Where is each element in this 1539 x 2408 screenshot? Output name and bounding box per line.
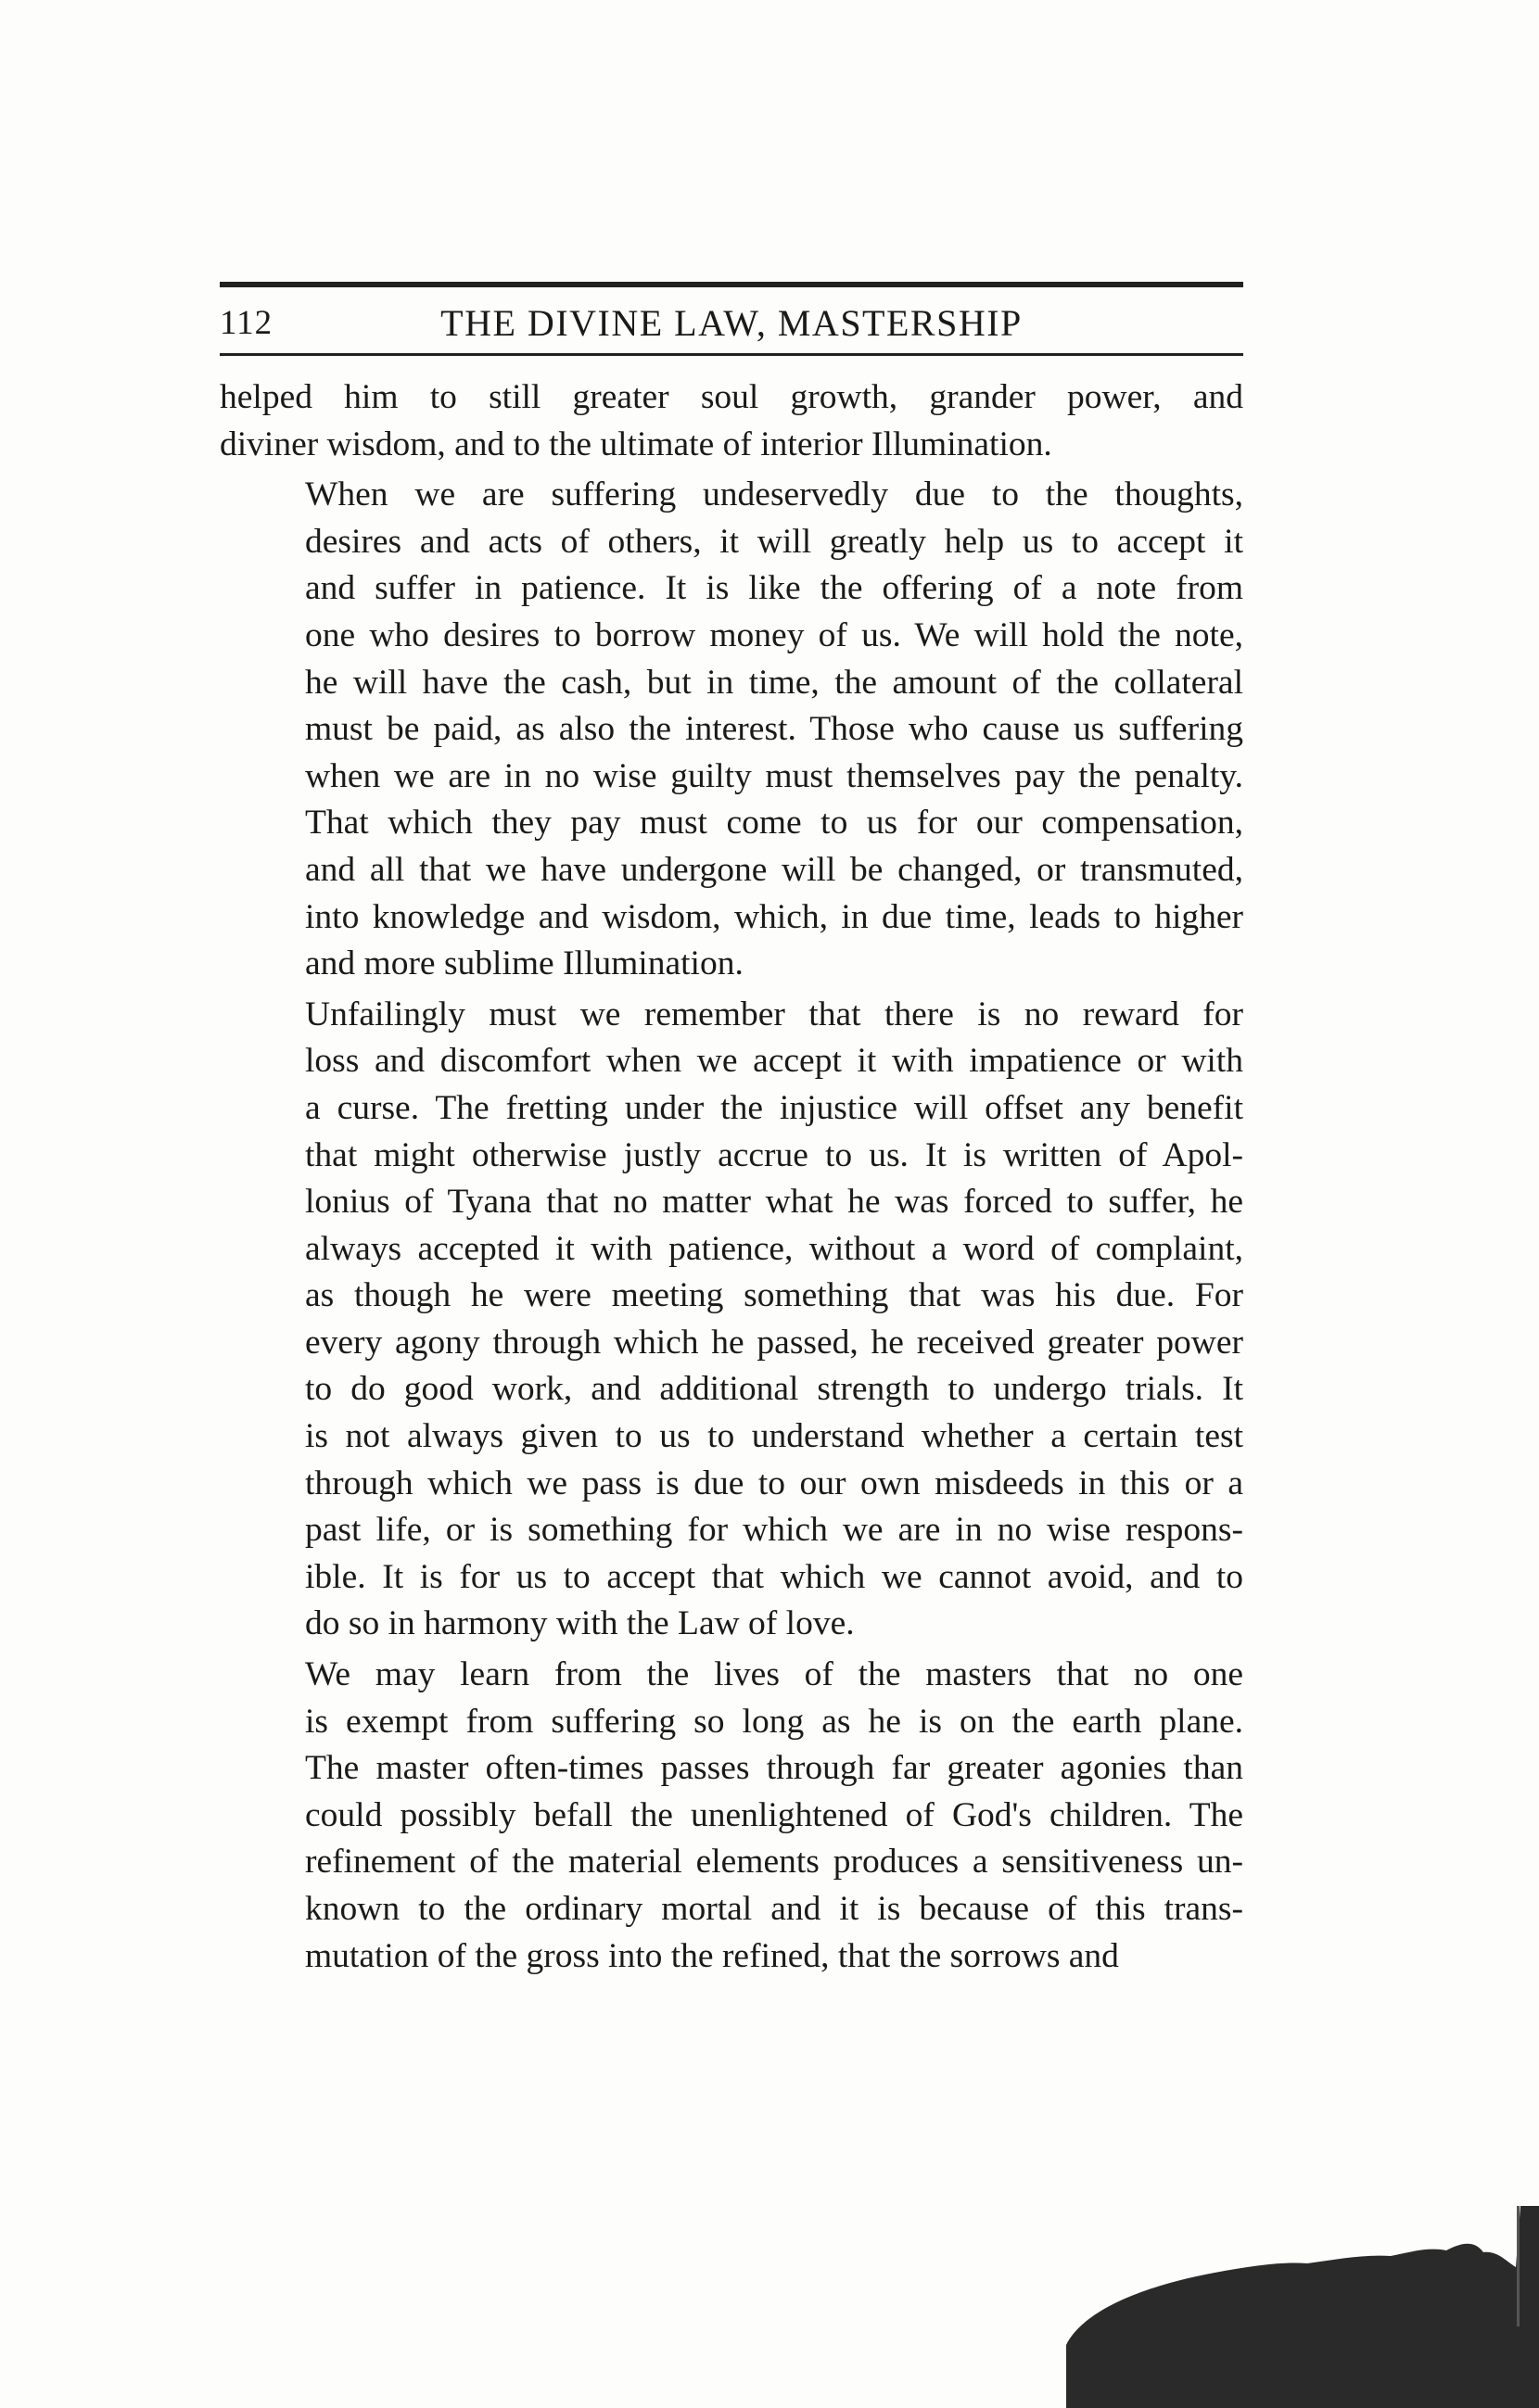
scan-shadow-shape	[1066, 2206, 1539, 2408]
scan-edge-line	[1517, 2206, 1520, 2326]
text-line: past life, or is something for which we are in no wise respons-	[305, 1511, 1243, 1550]
text-line: desires and acts of others, it will greatly help us to accept it	[305, 522, 1243, 561]
running-title: THE DIVINE LAW, MASTERSHIP	[440, 301, 1023, 344]
text-line: and suffer in patience. It is like the offering of a note from	[305, 569, 1243, 608]
page-header	[220, 298, 1243, 347]
text-line: must be paid, as also the interest. Those who cause us suffering	[305, 710, 1243, 749]
text-line: loss and discomfort when we accept it with impatience or with	[305, 1042, 1243, 1081]
header-rule-top	[220, 282, 1243, 287]
text-line: to do good work, and additional strength to undergo trials. It	[305, 1370, 1243, 1409]
text-line: and all that we have undergone will be changed, or transmuted,	[305, 850, 1243, 889]
text-line: as though he were meeting something that was his due. For	[305, 1276, 1243, 1315]
text-line: could possibly befall the unenlightened of God's children. The	[305, 1795, 1243, 1834]
text-line: always accepted it with patience, without a word of complaint,	[305, 1229, 1243, 1268]
text-line: is exempt from suffering so long as he is on the earth plane.	[305, 1702, 1243, 1741]
text-line: is not always given to us to understand whether a certain test	[305, 1417, 1243, 1456]
text-line: When we are suffering undeservedly due to the thoughts,	[305, 475, 1243, 514]
text-line: known to the ordinary mortal and it is because of this trans-	[305, 1890, 1243, 1928]
text-line: mutation of the gross into the refined, that the sorrows and	[305, 1936, 1119, 1975]
body-text	[220, 374, 1243, 1983]
text-line: Unfailingly must we remember that there is no reward for	[305, 995, 1243, 1033]
text-line: through which we pass is due to our own misdeeds in this or a	[305, 1464, 1243, 1502]
text-line: That which they pay must come to us for our compensation,	[305, 804, 1243, 843]
text-line: when we are in no wise guilty must themselves pay the penalty.	[305, 756, 1243, 795]
text-line: every agony through which he passed, he received greater power	[305, 1323, 1243, 1362]
text-line: into knowledge and wisdom, which, in due time, leads to higher	[305, 897, 1243, 936]
paragraph	[220, 472, 1243, 988]
paragraph	[220, 992, 1243, 1648]
text-line: one who desires to borrow money of us. We will hold the note,	[305, 615, 1243, 654]
text-line: and more sublime Illumination.	[305, 944, 744, 983]
text-line: ible. It is for us to accept that which we cannot avoid, and to	[305, 1557, 1243, 1596]
text-line: refinement of the material elements produces a sensitiveness un-	[305, 1843, 1243, 1882]
text-line: The master often-times passes through far greater agonies than	[305, 1749, 1243, 1788]
text-line: he will have the cash, but in time, the amount of the collateral	[305, 663, 1243, 702]
paragraph	[220, 1652, 1243, 1980]
text-line: a curse. The fretting under the injustice will offset any benefit	[305, 1088, 1243, 1127]
text-line: that might otherwise justly accrue to us. It is written of Apol-	[305, 1135, 1243, 1174]
text-line: diviner wisdom, and to the ultimate of interior Illumination.	[220, 425, 1052, 463]
paragraph	[220, 374, 1243, 468]
text-line: We may learn from the lives of the masters that no one	[305, 1655, 1243, 1694]
header-rule-bottom	[220, 353, 1243, 356]
scan-shadow-artifact	[1001, 2206, 1539, 2408]
text-line: lonius of Tyana that no matter what he was forced to suffer, he	[305, 1183, 1243, 1222]
text-line: helped him to still greater soul growth, grander power, and	[220, 378, 1243, 416]
text-line: do so in harmony with the Law of love.	[305, 1604, 855, 1643]
page-number: 112	[220, 303, 273, 342]
